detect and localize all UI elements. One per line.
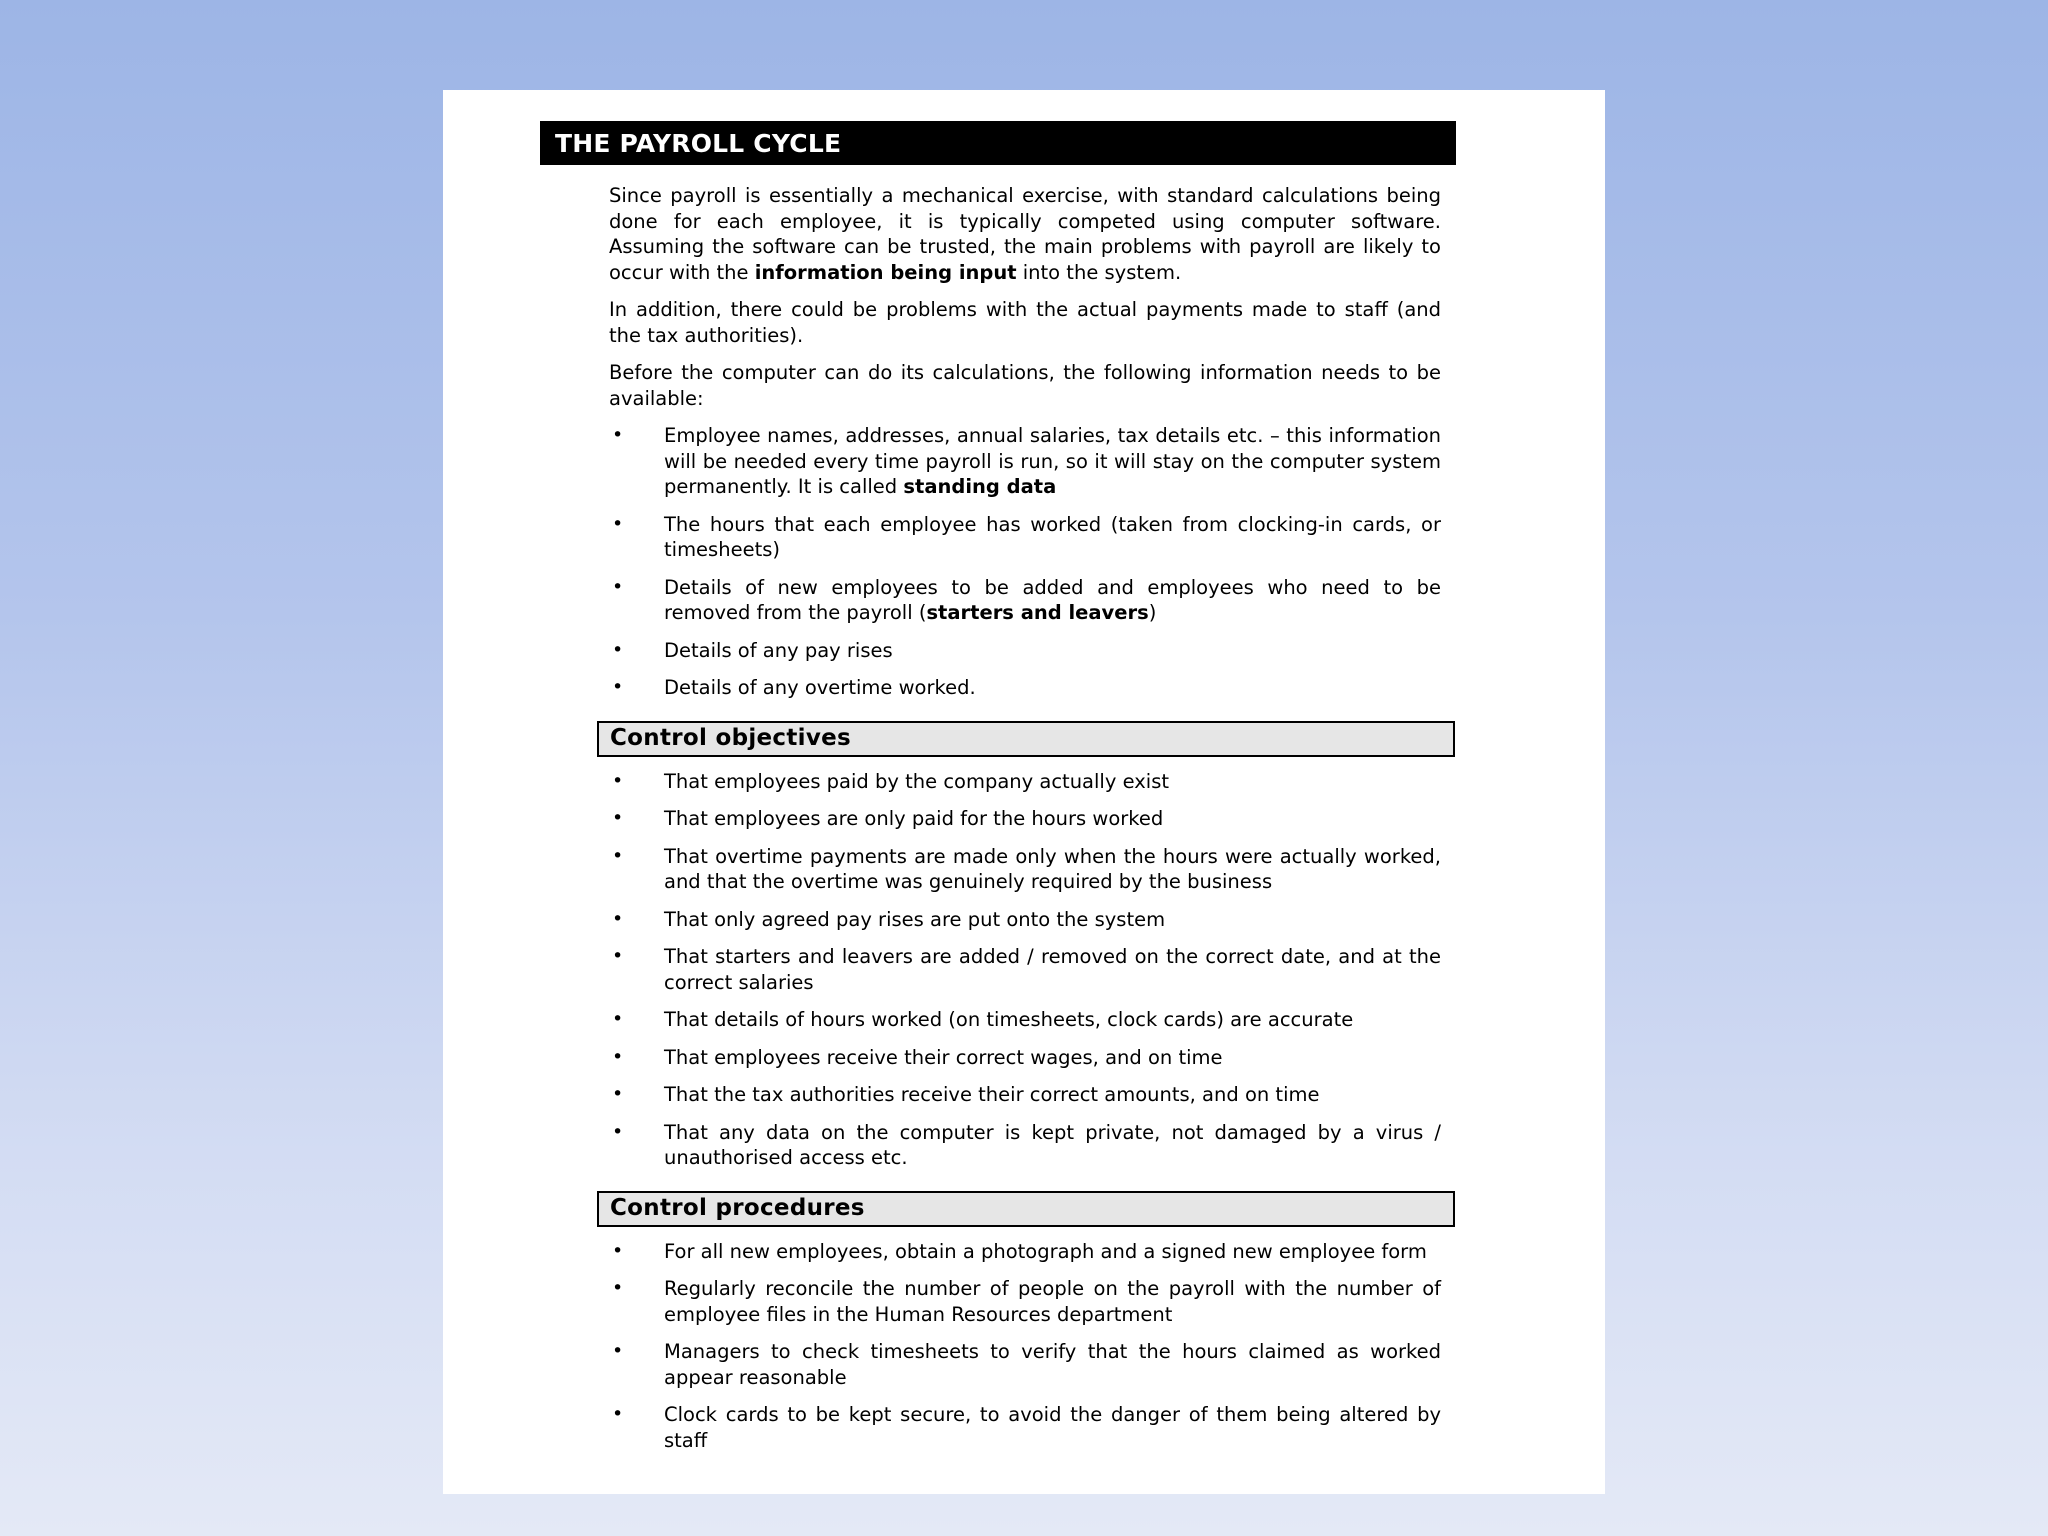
intro-paragraph-3: Before the computer can do its calculations, the following information needs to be available: xyxy=(609,361,1441,410)
bullet-icon: • xyxy=(612,1083,624,1105)
bullet-icon: • xyxy=(612,1340,624,1362)
list-item xyxy=(609,1402,1441,1453)
bullet-icon: • xyxy=(612,676,624,698)
bullet-icon: • xyxy=(612,575,624,598)
bullet-icon: • xyxy=(612,1120,624,1143)
list-item-text: Clock cards to be kept secure, to avoid the danger of them being altered by staff xyxy=(664,1403,1441,1452)
list-item-text: That employees are only paid for the hours worked xyxy=(664,807,1164,830)
bullet-icon: • xyxy=(612,844,624,867)
list-item-bold: standing data xyxy=(903,475,1057,498)
list-item-bold: starters and leavers xyxy=(926,601,1149,624)
list-item-text: For all new employees, obtain a photograph and a signed new employee form xyxy=(664,1239,1427,1263)
section-heading-control-objectives xyxy=(597,721,1455,757)
section-heading-text: Control procedures xyxy=(610,1194,865,1221)
bullet-icon: • xyxy=(612,769,624,792)
control-procedures-list xyxy=(609,1239,1441,1454)
bullet-icon: • xyxy=(612,424,624,446)
list-item-text-end: ) xyxy=(1148,601,1157,624)
list-item-text: That employees receive their correct wages, and on time xyxy=(664,1045,1223,1069)
list-item-text: Managers to check timesheets to verify that the hours claimed as worked appear reasonable xyxy=(664,1340,1441,1389)
list-item xyxy=(609,907,1441,933)
list-item xyxy=(609,1007,1441,1033)
intro-bold-text: information being input xyxy=(754,260,1017,284)
document-content xyxy=(609,183,1441,1465)
list-item xyxy=(609,1339,1441,1390)
list-item xyxy=(609,1045,1441,1071)
list-item xyxy=(609,1276,1441,1327)
list-item-text: Employee names, addresses, annual salaries, tax details etc. – this information will be needed every time payroll is run, so it will stay on the computer system permanently. It is called xyxy=(664,424,1441,498)
bullet-icon: • xyxy=(612,1008,624,1030)
bullet-icon: • xyxy=(612,1403,624,1425)
intro-text-end: into the system. xyxy=(1016,260,1182,284)
control-objectives-list xyxy=(609,769,1441,1171)
bullet-icon: • xyxy=(612,638,624,661)
intro-paragraph-2: In addition, there could be problems with the actual payments made to staff (and the tax authorities). xyxy=(609,298,1441,347)
required-info-list xyxy=(609,423,1441,701)
list-item xyxy=(609,575,1441,626)
list-item xyxy=(609,1082,1441,1108)
list-item xyxy=(609,844,1441,895)
list-item xyxy=(609,944,1441,995)
list-item-text: That starters and leavers are added / removed on the correct date, and at the correct salaries xyxy=(664,945,1441,994)
title-bar xyxy=(540,121,1456,165)
list-item-text: The hours that each employee has worked (taken from clocking-in cards, or timesheets) xyxy=(664,512,1441,561)
bullet-icon: • xyxy=(612,512,624,535)
list-item xyxy=(609,638,1441,664)
list-item xyxy=(609,423,1441,500)
list-item-text: That the tax authorities receive their correct amounts, and on time xyxy=(664,1083,1320,1106)
bullet-icon: • xyxy=(612,807,624,829)
list-item xyxy=(609,806,1441,832)
list-item xyxy=(609,769,1441,795)
bullet-icon: • xyxy=(612,1239,624,1262)
list-item-text: That overtime payments are made only when the hours were actually worked, and that the overtime was genuinely required by the business xyxy=(664,844,1441,893)
list-item-text: Details of any pay rises xyxy=(664,638,893,662)
document-page xyxy=(443,90,1605,1494)
bullet-icon: • xyxy=(612,1277,624,1299)
list-item xyxy=(609,1120,1441,1171)
list-item-text: That employees paid by the company actually exist xyxy=(664,769,1170,793)
list-item-text: Details of new employees to be added and employees who need to be removed from the payroll ( xyxy=(664,575,1441,624)
bullet-icon: • xyxy=(612,1045,624,1068)
list-item-text: That any data on the computer is kept private, not damaged by a virus / unauthorised access etc. xyxy=(664,1120,1441,1169)
page-title: THE PAYROLL CYCLE xyxy=(555,128,842,158)
list-item-text: Regularly reconcile the number of people on the payroll with the number of employee files in the Human Resources department xyxy=(664,1277,1441,1326)
list-item xyxy=(609,675,1441,701)
section-heading-text: Control objectives xyxy=(610,724,852,751)
intro-text: Since payroll is essentially a mechanical exercise, with standard calculations being done for each employee, it is typically competed using computer software. Assuming the software can be trusted, the main problems with payroll are likely to occur with the xyxy=(609,184,1441,284)
list-item-text: That only agreed pay rises are put onto the system xyxy=(664,907,1166,931)
section-heading-control-procedures xyxy=(597,1191,1455,1227)
list-item xyxy=(609,1239,1441,1265)
bullet-icon: • xyxy=(612,945,624,967)
list-item xyxy=(609,512,1441,563)
bullet-icon: • xyxy=(612,907,624,930)
list-item-text: That details of hours worked (on timesheets, clock cards) are accurate xyxy=(664,1008,1354,1031)
list-item-text: Details of any overtime worked. xyxy=(664,676,976,699)
intro-paragraph-1 xyxy=(609,183,1441,285)
